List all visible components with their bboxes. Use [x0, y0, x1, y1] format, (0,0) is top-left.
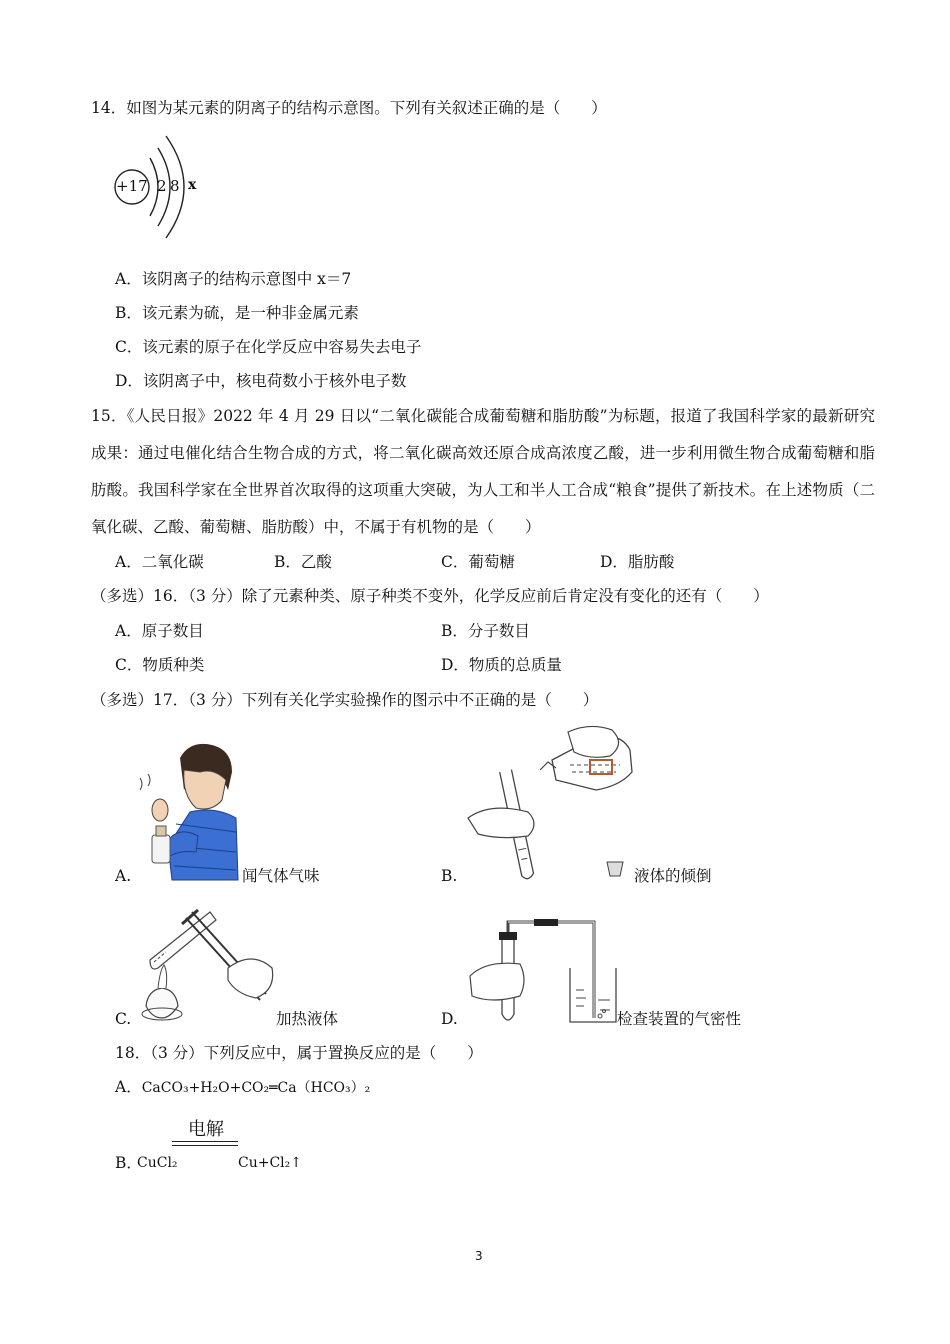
q18-option-a [115, 1080, 370, 1096]
q14-option-c: C．该元素的原子在化学反应中容易失去电子 [115, 338, 422, 356]
q17-option-a-caption: 闻气体气味 [242, 867, 320, 885]
equation-double-line-top [172, 1141, 238, 1142]
q14-option-d: D．该阴离子中，核电荷数小于核外电子数 [115, 372, 407, 390]
q15-option-c: C．葡萄糖 [441, 553, 515, 571]
q17-option-d-caption: 检查装置的气密性 [617, 1010, 742, 1028]
q17-option-c-letter: C. [115, 1010, 132, 1028]
q18-option-b-condition: 电解 [188, 1119, 224, 1140]
q14-option-b: B．该元素为硫，是一种非金属元素 [115, 304, 359, 322]
atom-shell-3: x [188, 177, 197, 193]
q17-option-b-letter: B. [441, 867, 458, 885]
q15-stem: 15．《人民日报》2022 年 4 月 29 日以“二氧化碳能合成葡萄糖和脂肪酸”为标题，报道了我国科学家的最新研究成果：通过电催化结合生物合成的方式，将二氧化碳高效还原合成高浓度乙酸，进一步利用微生物合成葡萄糖和脂肪酸。我国科学家在全世界首次取得的这项重大突破，为人工和半人工合成“粮食”提供了新技术。在上述物质（二氧化碳、乙酸、葡萄糖、脂肪酸）中，不属于有机物的是（ ） [91, 407, 875, 536]
q15-option-b: B．乙酸 [274, 553, 332, 571]
q18-option-b-prefix: B． [115, 1154, 142, 1172]
q15-option-a: A．二氧化碳 [115, 553, 204, 571]
q16-option-c: C．物质种类 [115, 656, 205, 674]
q15-option-d: D．脂肪酸 [600, 553, 675, 571]
atom-shell-1: 2 [157, 177, 167, 195]
q14-option-a: A．该阴离子的结构示意图中 x＝7 [115, 270, 352, 288]
q18-stem: 18．（3 分）下列反应中，属于置换反应的是（ ） [115, 1044, 483, 1062]
atom-shell-2: 8 [170, 177, 180, 195]
atom-nucleus-charge: +17 [116, 177, 148, 195]
q16-stem: （多选）16．（3 分）除了元素种类、原子种类不变外，化学反应前后肯定没有变化的还有（ ） [91, 587, 769, 605]
q17-stem: （多选）17．（3 分）下列有关化学实验操作的图示中不正确的是（ ） [91, 691, 599, 709]
q17-option-b-caption: 液体的倾倒 [634, 867, 712, 885]
equation-double-line-bottom [172, 1145, 238, 1146]
q17-option-a-letter: A. [115, 867, 132, 885]
page-number: 3 [475, 1249, 483, 1263]
q16-option-d: D．物质的总质量 [441, 656, 562, 674]
q16-option-b: B．分子数目 [441, 622, 530, 640]
q14-stem: 14．如图为某元素的阴离子的结构示意图。下列有关叙述正确的是（ ） [91, 99, 607, 117]
q16-option-a: A．原子数目 [115, 622, 204, 640]
q18-option-b-product: Cu+Cl₂↑ [238, 1155, 302, 1171]
q17-option-d-letter: D. [441, 1010, 458, 1028]
q18-option-a-equation: CaCO₃+H₂O+CO₂═Ca（HCO₃）₂ [141, 1080, 371, 1096]
q18-option-a-prefix: A． [115, 1078, 142, 1096]
q17-option-c-caption: 加热液体 [276, 1010, 339, 1028]
q18-option-b-reactant: CuCl₂ [137, 1155, 178, 1171]
